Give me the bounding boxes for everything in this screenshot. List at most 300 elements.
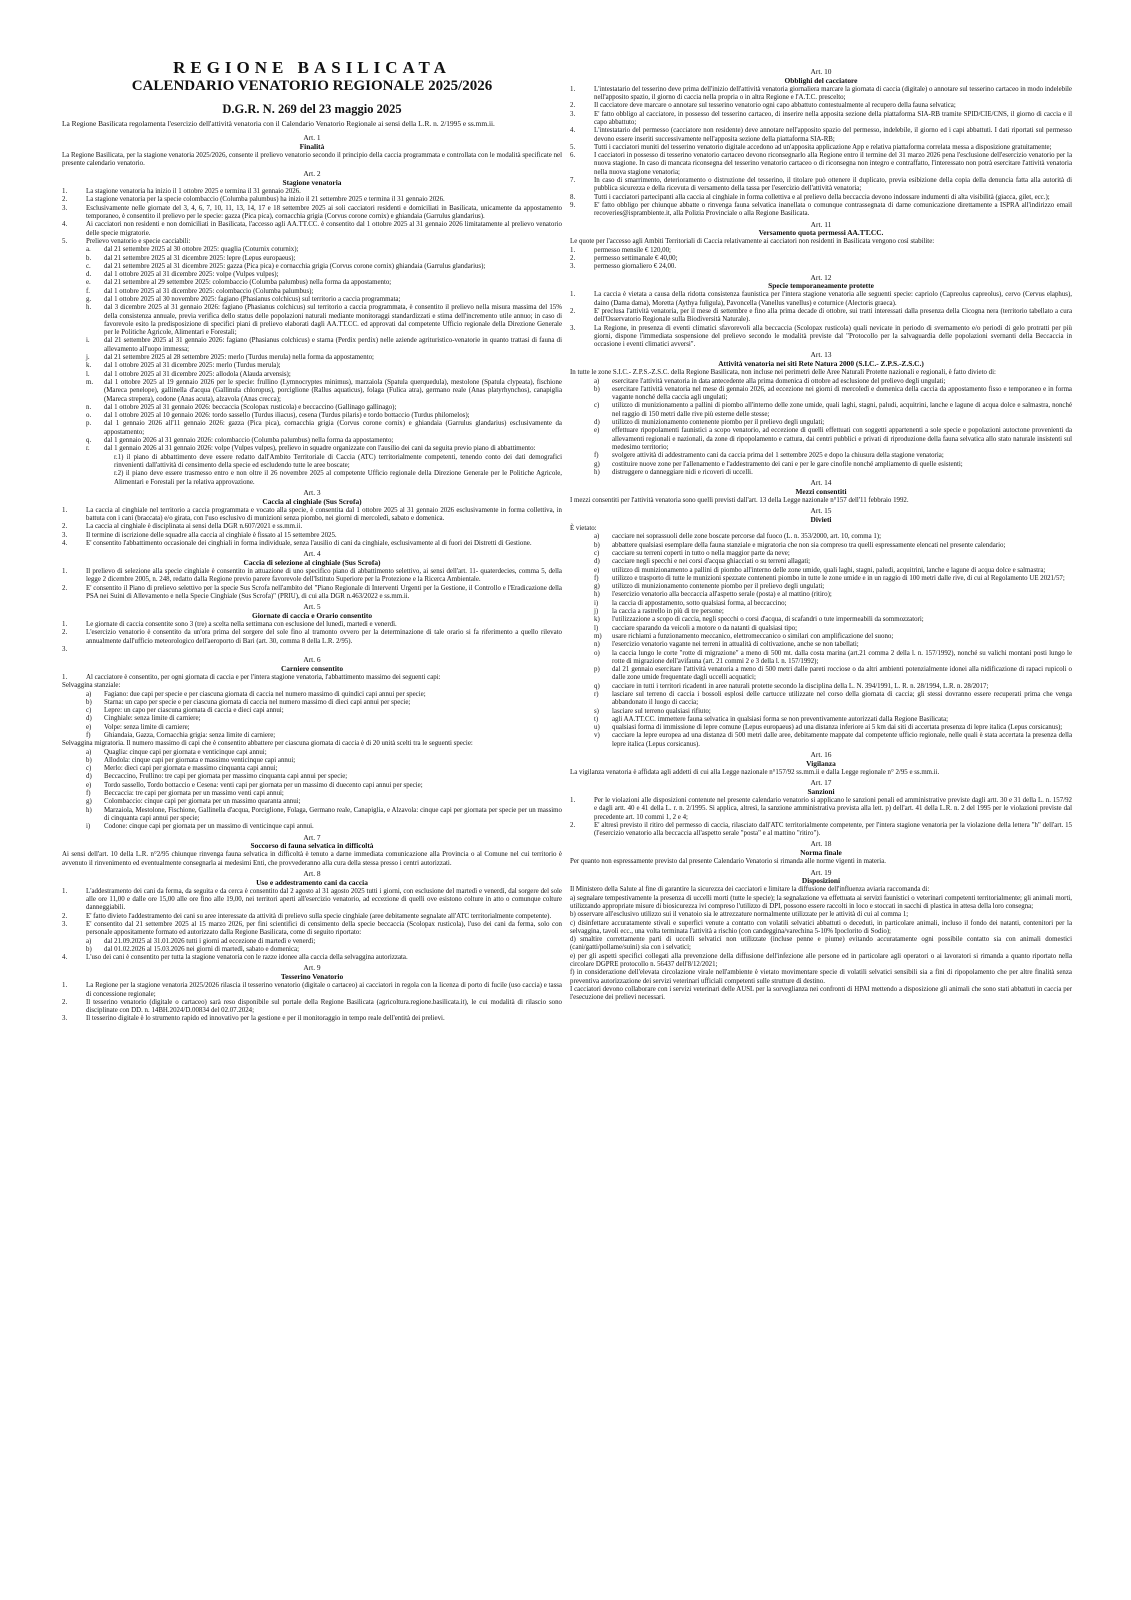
paragraph-text: E' preclusa l'attività venatoria, per il mese di settembre e fino alla prima decade di ottobre, sui tratti interessati dalla presenza della Cicogna nera (territorio tabellato a cura dell'Osservatorio Regionale sulla Biodiversità Naturale). — [594, 307, 1072, 324]
paragraph-text: E' fatto obbligo per chiunque abbatte o rinvenga fauna selvatica inanellata o comunque contrassegnata di darne comunicazione direttamente a ISPRA all'indirizzo email recoveries@isprambiente.it, alla Polizia Provinciale o alla Regione Basilicata. — [594, 201, 1072, 218]
paragraph-text: Marzaiola, Mestolone, Fischione, Gallinella d'acqua, Porciglione, Folaga, Germano reale, Canapiglia, e Alzavola: cinque capi per giornata per specie per un massimo di cinquanta capi annui per specie; — [104, 806, 562, 822]
paragraph-number: c) — [594, 549, 600, 557]
article-paragraph — [86, 807, 562, 824]
article-paragraph — [594, 591, 1072, 599]
paragraph-text: Allodola: cinque capi per giornata e massimo venticinque capi annui; — [104, 756, 296, 764]
article-paragraph — [570, 238, 1072, 246]
paragraph-number: r. — [86, 445, 90, 453]
paragraph-text: dal 3 dicembre 2025 al 31 gennaio 2026: fagiano (Phasianus colchicus) sul territorio a caccia programmata, è consentito il prelievo nella misura massima del 15% della consistenza annuale, previa verifica dello status delle popolazioni naturali mediante monitoraggi standardizzati e stima dell'incremento utile annuo; in caso di favorevole esito la predisposizione di specifici piani di prelievo elaborati dagli AA.TT.CC. ed approvati dal competente Ufficio regionale della Direzione Generale per le Politiche Agricole, Alimentari e Forestali; — [104, 304, 562, 337]
paragraph-number: 6. — [570, 152, 576, 160]
paragraph-text: qualsiasi forma di immissione di lepre comune (Lepus europaeus) ad una distanza inferiore ai 5 km dai siti di accertata presenza di lepre italica (Lepus corsicanus); — [612, 724, 1063, 732]
article-paragraph — [594, 650, 1072, 667]
article — [570, 779, 1072, 838]
paragraph-text: Il termine di iscrizione delle squadre alla caccia al cinghiale è fissato al 15 settembre 2025. — [86, 531, 337, 539]
paragraph-text: svolgere attività di addestramento cani da caccia prima del 1 settembre 2025 e dopo la chiusura della stagione venatoria; — [612, 452, 944, 460]
paragraph-number: n) — [594, 641, 600, 649]
article-paragraph — [86, 263, 562, 271]
paragraph-text: abbattere qualsiasi esemplare della fauna stanziale e migratoria che non sia compreso tra quelli espressamente elencati nel presente calendario; — [612, 541, 1006, 549]
paragraph-text: utilizzo di munizionamento a pallini di piombo all'interno delle zone umide, quali laghi, stagni, paludi, acquitrini, lanche e lagune di acqua dolce e salmastra; — [612, 566, 1046, 574]
article-paragraph — [594, 666, 1072, 683]
left-column — [62, 0, 562, 1024]
article-title: Attività venatoria nei siti Rete Natura 2000 (S.I.C.- Z.P.S.-Z.S.C.) — [718, 359, 924, 369]
article-title: Disposizioni — [801, 876, 841, 886]
article-number: Art. 15 — [810, 506, 832, 516]
article-paragraph — [86, 337, 562, 354]
article-title: Caccia di selezione al cinghiale (Sus Scrofa) — [243, 558, 381, 568]
paragraph-text: Tordo sassello, Tordo bottaccio e Cesena: venti capi per giornata per un massimo di duecento capi annui per specie; — [104, 781, 423, 789]
article-number: Art. 18 — [810, 839, 832, 849]
paragraph-text: Starna: un capo per specie e per ciascuna giornata di caccia nel numero massimo di dieci capi annui per specie; — [104, 698, 411, 706]
paragraph-text: Per le violazioni alle disposizioni contenute nel presente calendario venatorio si applicano le sanzioni penali ed amministrative previste dagli artt. 30 e 31 della L. n. 157/92 e dagli artt. 40 e 41 della L. r. n. 2/1995. Si applica, altresì, la sanzione amministrativa prevista alla lett. p) dell'art. 41 della L.R. n. 2 del 1995 per le violazioni previste dal precedente art. 10 commi 1, 2 e 4; — [594, 796, 1072, 821]
paragraph-number: g) — [594, 460, 600, 468]
paragraph-text: E' consentito il Piano di prelievo selettivo per la specie Sus Scrofa nell'ambito del "Piano Regionale di Interventi Urgenti per la Gestione, il Controllo e l'Eradicazione della PSA nei Suini di Allevamento e nella Specie Cinghiale (Sus Scrofa)" (PRIU), di cui alla DGR n.463/2022 e ss.mm.ii. — [86, 584, 562, 600]
article-paragraph — [62, 152, 562, 169]
article-paragraph — [594, 583, 1072, 591]
article-paragraph — [594, 550, 1072, 558]
paragraph-text: cacciare su terreni coperti in tutto o nella maggior parte da neve; — [612, 549, 790, 557]
article-paragraph — [62, 913, 562, 921]
article-paragraph — [570, 936, 1072, 953]
article-number: Art. 11 — [810, 219, 832, 229]
paragraph-number: t) — [594, 715, 599, 723]
paragraph-number: 8. — [570, 193, 576, 201]
article-paragraph — [86, 691, 562, 699]
region-title: REGIONE BASILICATA — [173, 58, 451, 77]
article — [62, 964, 562, 1023]
article-paragraph — [594, 691, 1072, 708]
article-paragraph — [62, 954, 562, 962]
paragraph-number: 2. — [62, 912, 68, 920]
paragraph-number: 2. — [62, 196, 68, 204]
article-title: Mezzi consentiti — [795, 487, 847, 497]
article-paragraph — [86, 304, 562, 337]
article — [62, 656, 562, 831]
paragraph-number: c. — [86, 262, 91, 270]
article-paragraph — [594, 469, 1072, 477]
article — [570, 507, 1072, 749]
paragraph-number: o) — [594, 649, 600, 657]
paragraph-text: distruggere o danneggiare nidi e ricoveri di uccelli. — [612, 468, 753, 476]
paragraph-number: 3. — [570, 110, 576, 118]
paragraph-text: permesso settimanale € 40,00; — [594, 254, 678, 262]
paragraph-text: la caccia lungo le corte "rotte di migrazione" a meno di 500 mt. dalla costa marina (art.21 comma 2 della l. n. 157/1992), nonché su valichi montani posti lungo le rotte di migrazione dell'avifauna (art. 21 commi 2 e 3 della l. n. 157/1992); — [612, 649, 1072, 665]
article-paragraph — [570, 127, 1072, 144]
paragraph-number: i) — [594, 599, 599, 607]
article-number: Art. 6 — [303, 655, 321, 665]
paragraph-text: dal 21 settembre 2025 al 30 ottobre 2025: quaglia (Coturnix coturnix); — [104, 246, 299, 254]
paragraph-number: 1. — [62, 982, 68, 990]
paragraph-text: dal 01.02.2026 al 15.03.2026 nei giorni di martedì, sabato e domenica; — [104, 945, 300, 953]
paragraph-text: Le quote per l'accesso agli Ambiti Territoriali di Caccia relativamente ai cacciatori non residenti in Basilicata vengono così stabilite: — [570, 238, 935, 246]
paragraph-text — [86, 646, 562, 654]
article-paragraph — [570, 177, 1072, 194]
document-header — [62, 58, 562, 117]
article-paragraph — [86, 404, 562, 412]
article-number: Art. 12 — [810, 272, 832, 282]
paragraph-number: k. — [86, 362, 92, 370]
article-paragraph — [570, 797, 1072, 822]
paragraph-number: b) — [594, 541, 600, 549]
article-paragraph — [570, 953, 1072, 970]
paragraph-text: Merlo: dieci capi per giornata e massimo cinquanta capi annui; — [104, 765, 278, 773]
article-paragraph — [62, 1015, 562, 1023]
paragraph-number: 3. — [570, 324, 576, 332]
article-paragraph — [594, 542, 1072, 550]
paragraph-number: v) — [594, 732, 600, 740]
right-column — [570, 0, 1072, 1003]
paragraph-text: utilizzo di munizionamento a pallini di piombo all'interno delle zone umide, quali laghi, stagni, paludi, acquitrini, lanche e lagune di acqua dolce e salmastra, nonché nel raggio di 150 metri dalle rive più esterne delle stesse; — [612, 402, 1072, 418]
paragraph-text: E' consentito l'abbattimento occasionale dei cinghiali in forma individuale, senza l'ausilio di cani da cinghiale, esclusivamente al di fuori dei Distretti di Gestione. — [86, 539, 532, 547]
paragraph-number: 1. — [62, 188, 68, 196]
paragraph-number: d. — [86, 271, 92, 279]
paragraph-number: b) — [86, 756, 92, 764]
paragraph-text: È vietato: — [570, 525, 597, 533]
article-title: Giornate di caccia e Orario consentito — [251, 611, 373, 621]
article-paragraph — [594, 633, 1072, 641]
paragraph-text: cacciare in tutti i territori ricadenti in aree naturali protette secondo la disciplina della L. N. 394/1991, L. R. n. 28/1994, L.R. n. 28/2017; — [612, 682, 989, 690]
article-paragraph — [570, 525, 1072, 533]
article-number: Art. 16 — [810, 750, 832, 760]
article-paragraph — [62, 629, 562, 646]
article-title: Sanzioni — [807, 787, 835, 797]
paragraph-number: 2. — [62, 629, 68, 637]
article-paragraph — [570, 152, 1072, 177]
article-paragraph — [86, 790, 562, 798]
article-paragraph — [86, 707, 562, 715]
article-paragraph — [570, 111, 1072, 128]
article-paragraph — [570, 769, 1072, 777]
article-paragraph — [594, 533, 1072, 541]
article-title: Uso e addestramento cani da caccia — [256, 877, 368, 887]
paragraph-text: c) disinfettare accuratamente stivali e superfici venute a contatto con volatili selvatici abbattuti o deceduti, in particolare animali, incluso il fondo dei natanti, contenitori per la selvaggina, tavoli ecc., una volta terminata l'attività a rischio (con candeggina/varechina 5-10% Ipoclorito di Sodio); — [570, 919, 1072, 935]
paragraph-text: Il tesserino venatorio (digitale o cartaceo) sarà reso disponibile sul portale della Regione Basilicata (agricoltura.regione.basilicata.it), le cui modalità di rilascio sono disciplinate con DD. n. 14BH.2024/D.00834 del 02.07.2024; — [86, 998, 562, 1015]
article-number: Art. 17 — [810, 778, 832, 788]
paragraph-text: La caccia è vietata a causa della ridotta consistenza faunistica per l'intera stagione venatoria alle seguenti specie: capriolo (Capreolus capreolus), cervo (Cervus elaphus), daino (Dama dama), Moretta (Aythya fuligula), Pavoncella (Vanellus vanellus) e coturnice (Alectoris graeca). — [594, 291, 1072, 307]
article-paragraph — [62, 507, 562, 524]
article-title: Caccia al cinghiale (Sus Scrofa) — [262, 496, 362, 506]
article-paragraph — [62, 682, 562, 690]
article-paragraph — [570, 497, 1072, 505]
paragraph-text: dal 1 ottobre 2025 al 31 dicembre 2025: allodola (Alauda arvensis); — [104, 370, 291, 378]
paragraph-number: a) — [86, 748, 92, 756]
article-paragraph — [570, 202, 1072, 219]
paragraph-text: E' fatto divieto l'addestramento dei cani su aree interessate da attività di prelievo sulla specie cinghiale (aree debitamente segnalate all'ATC territorialmente competente). — [86, 912, 552, 920]
paragraph-text: dal 21 settembre al 29 settembre 2025: colombaccio (Columba palumbus) nella forma da appostamento; — [104, 279, 392, 287]
paragraph-text: La caccia al cinghiale nel territorio a caccia programmata e vocato alla specie, è consentita dal 1 ottobre 2025 al 31 gennaio 2026 esclusivamente in forma collettiva, in battuta con i cani (braccata) e/o girata, con l'uso esclusivo di munizioni senza piombo, nei giorni di mercoledì, sabato e domenica. — [86, 506, 562, 522]
paragraph-text: In caso di smarrimento, deterioramento o distruzione del tesserino, il titolare può ottenere il duplicato, previa esibizione della copia della denuncia fatta alla autorità di pubblica sicurezza e della ricevuta di versamento della tassa per l'esercizio dell'attività venatoria; — [594, 177, 1072, 193]
article-paragraph — [86, 437, 562, 445]
paragraph-number: m) — [594, 632, 602, 640]
paragraph-text: effettuare ripopolamenti faunistici a scopo venatorio, ad eccezione di quelli effettuati con soggetti appartenenti a sole specie e popolazioni autoctone provenienti da allevamenti regionali e nazionali, da zone di ripopolamento e cattura, dai centri pubblici e privati di riproduzione della fauna selvatica allo stato naturale insistenti sul medesimo territorio; — [612, 427, 1072, 451]
dgr-reference: D.G.R. N. 269 del 23 maggio 2025 — [222, 102, 402, 116]
paragraph-text: La Regione per la stagione venatoria 2025/2026 rilascia il tesserino venatorio (digitale o cartaceo) ai cacciatori in regola con la licenza di porto di fucile (uso caccia) e tassa di concessione regionale; — [86, 982, 562, 998]
article-paragraph — [570, 102, 1072, 110]
paragraph-text: usare richiami a funzionamento meccanico, elettromeccanico o similari con amplificazione del suono; — [612, 632, 894, 640]
article — [570, 68, 1072, 219]
article-paragraph — [62, 221, 562, 238]
article-paragraph — [570, 194, 1072, 202]
paragraph-number: a) — [86, 690, 92, 698]
article-paragraph — [594, 575, 1072, 583]
paragraph-number: 2. — [570, 307, 576, 315]
paragraph-number: q. — [86, 437, 92, 445]
paragraph-text: Per quanto non espressamente previsto dal presente Calendario Venatorio si rimanda alle norme vigenti in materia. — [570, 858, 886, 866]
article-paragraph — [86, 379, 562, 404]
paragraph-text: dal 1 ottobre 2025 al 31 dicembre 2025: volpe (Vulpes vulpes); — [104, 271, 279, 279]
article-paragraph — [570, 308, 1072, 325]
article-paragraph — [62, 888, 562, 913]
article-title: Divieti — [810, 515, 832, 525]
article-paragraph — [62, 674, 562, 682]
paragraph-number: q) — [594, 682, 600, 690]
article-number: Art. 1 — [303, 132, 321, 142]
paragraph-number: l. — [86, 370, 90, 378]
paragraph-number: g) — [86, 798, 92, 806]
paragraph-text: cacciare sparando da veicoli a motore o da natanti di qualsiasi tipo; — [612, 624, 798, 632]
article-paragraph — [594, 732, 1072, 749]
paragraph-number: 3. — [62, 645, 68, 653]
paragraph-number: 1. — [570, 291, 576, 299]
article-paragraph — [570, 920, 1072, 937]
paragraph-text: Tutti i cacciatori muniti del tesserino venatorio digitale accedono ad un'apposita applicazione App e relativa piattaforma correlata messa a disposizione gratuitamente; — [594, 143, 1052, 151]
paragraph-text: Beccaccino, Frullino: tre capi per giornata per massimo cinquanta capi annui per specie; — [104, 773, 348, 781]
paragraph-number: 1. — [62, 887, 68, 895]
paragraph-number: 5. — [570, 143, 576, 151]
article-paragraph — [86, 362, 562, 370]
article-paragraph — [594, 641, 1072, 649]
paragraph-number: 1. — [570, 246, 576, 254]
paragraph-text: Ghiandaia, Gazza, Cornacchia grigia: senza limite di carniere; — [104, 732, 276, 739]
paragraph-text: Ai cacciatori non residenti e non domiciliati in Basilicata, l'accesso agli AA.TT.CC. è consentito dal 1 ottobre 2025 al 31 gennaio 2026 limitatamente al prelievo venatorio delle specie migratorie. — [86, 221, 562, 237]
paragraph-number: 2. — [570, 254, 576, 262]
article — [62, 170, 562, 487]
article-paragraph — [594, 724, 1072, 732]
paragraph-number: a) — [594, 377, 600, 385]
article-paragraph — [594, 567, 1072, 575]
paragraph-text: cacciare la lepre europea ad una distanza di 500 metri dalle aree, debitamente mappate dal competente ufficio regionale, nelle quali è stata accertata la presenza della lepre italica (Lepus corsicanus). — [612, 732, 1072, 748]
paragraph-number: 2. — [62, 523, 68, 531]
paragraph-text: L'addestramento dei cani da ferma, da seguita e da cerca è consentito dal 2 agosto al 31 agosto 2025 tutti i giorni, con esclusione del martedì e venerdì, dal sorgere del sole alle ore 11,00 e dalle ore 15,00 alle ore fino alle 19,00, nei territori aperti all'esercizio venatorio, ad eccezione di quelli ove esistono colture in atto o comunque colture danneggiabili. — [86, 887, 562, 912]
article-paragraph — [86, 823, 562, 831]
intro-paragraph: La Regione Basilicata regolamenta l'esercizio dell'attività venatoria con il Calendario Venatorio Regionale ai sensi della L.R. n. 2/1995 e ss.mm.ii. — [62, 119, 495, 128]
paragraph-text: l'utilizzazione a scopo di caccia, negli specchi o corsi d'acqua, di scafandri o tute impermeabili da sommozzatori; — [612, 616, 924, 624]
article-paragraph — [570, 822, 1072, 839]
paragraph-text: Tutti i cacciatori partecipanti alla caccia al cinghiale in forma collettiva e al prelievo della beccaccia devono indossare indumenti di alta visibilità (giacca, gilet, ecc.); — [594, 193, 1050, 201]
article-number: Art. 14 — [810, 478, 832, 488]
paragraph-text: I mezzi consentiti per l'attività venatoria sono quelli previsti dall'art. 13 della Legge nazionale n°157 dell'11 febbraio 1992. — [570, 496, 909, 504]
article — [570, 274, 1072, 350]
paragraph-text: Colombaccio: cinque capi per giornata per un massimo quaranta annui; — [104, 798, 301, 806]
article-title: Versamento quota permessi AA.TT.CC. — [758, 228, 884, 238]
paragraph-number: 3. — [570, 263, 576, 271]
paragraph-number: j. — [86, 354, 90, 362]
article-paragraph — [86, 765, 562, 773]
article — [570, 751, 1072, 777]
article-number: Art. 5 — [303, 602, 321, 612]
paragraph-number: 2. — [570, 102, 576, 110]
paragraph-text: permesso mensile € 120,00; — [594, 246, 671, 254]
paragraph-text: L'intestatario del permesso (cacciatore non residente) deve annotare nell'apposito spazio del permesso, indelebile, il giorno ed i capi abbattuti. I dati riportati sul permesso devono essere inseriti successivamente nell'apposita sezione della piattaforma SIA-RB; — [594, 127, 1072, 143]
paragraph-text: dal 21.09.2025 al 31.01.2026 tutti i giorni ad eccezione di martedì e venerdì; — [104, 937, 316, 945]
paragraph-number: 2. — [62, 584, 68, 592]
article-paragraph — [594, 461, 1072, 469]
paragraph-number: s) — [594, 707, 599, 715]
paragraph-text: Quaglia: cinque capi per giornata e venticinque capi annui; — [104, 748, 267, 756]
paragraph-number: h) — [594, 468, 600, 476]
article — [570, 351, 1072, 477]
article-paragraph — [62, 999, 562, 1016]
paragraph-number: 4. — [62, 954, 68, 962]
paragraph-text: Al cacciatore è consentito, per ogni giornata di caccia e per l'intera stagione venatoria, l'abbattimento massimo dei seguenti capi: — [86, 673, 441, 681]
paragraph-text: r.1) il piano di abbattimento deve essere redatto dall'Ambito Territoriale di Caccia (ATC) territorialmente competenti, tenendo conto dei dati demografici rinvenienti dall'attività di censimento della specie ed escludendo tutte le aree boscate; — [114, 453, 562, 469]
article — [62, 134, 562, 168]
paragraph-number: f) — [86, 790, 91, 798]
article — [62, 870, 562, 962]
paragraph-text: dal 1 ottobre 2025 al 30 novembre 2025: fagiano (Phasianus colchicus) sul territorio a caccia programmata; — [104, 295, 401, 303]
paragraph-text: E' altresì previsto il ritiro del permesso di caccia, rilasciato dall'ATC territorialmente competente, per l'intera stagione venatoria per la violazione della lettera "h" dell'art. 15 (l'esercizio venatorio alla beccaccia all'aspetto serale "posta" e al mattino "ritiro"). — [594, 821, 1072, 838]
paragraph-text: l'esercizio venatorio vagante nei terreni in attualità di coltivazione, anche se non tabellati; — [612, 641, 859, 649]
article-paragraph — [594, 386, 1072, 403]
paragraph-text: La vigilanza venatoria è affidata agli addetti di cui alla Legge nazionale n°157/92 ss.mm.ii e dalla Legge regionale n° 2/95 e ss.mm.ii. — [570, 768, 940, 776]
article — [570, 869, 1072, 1003]
paragraph-number: 3. — [62, 1015, 68, 1023]
article — [570, 479, 1072, 505]
article-paragraph — [570, 858, 1072, 866]
paragraph-number: 1. — [62, 620, 68, 628]
article-paragraph — [62, 585, 562, 602]
article-paragraph — [86, 749, 562, 757]
paragraph-text: In tutte le zone S.I.C.- Z.P.S.-Z.S.C. della Regione Basilicata, non incluse nei perimetri delle Aree Naturali Protette nazionali e regionali, è fatto divieto di: — [570, 369, 996, 377]
paragraph-text: L'uso dei cani è consentito per tutta la stagione venatoria con le razze idonee alla caccia della selvaggina autorizzata. — [86, 954, 408, 962]
paragraph-text: L'esercizio venatorio è consentito da un'ora prima del sorgere del sole fino al tramonto ovvero per la determinazione di tale orario si fa riferimento a quello rilevato annualmente dall'ufficio meteorologico dell'aeroporto di Bari (art. 30, comma 8 della L.R. 2/95). — [86, 629, 562, 645]
paragraph-text: agli AA.TT.CC. immettere fauna selvatica in qualsiasi forma se non preventivamente autorizzati dalla Regione Basilicata; — [612, 715, 949, 723]
article-paragraph — [594, 378, 1072, 386]
paragraph-number: a) — [86, 937, 92, 945]
paragraph-number: 4. — [62, 221, 68, 229]
paragraph-text: dal 1 ottobre 2025 al 31 gennaio 2026: beccaccia (Scolopax rusticola) e beccaccino (Gallinago gallinago); — [104, 403, 397, 411]
paragraph-text: La stagione venatoria ha inizio il 1 ottobre 2025 e termina il 31 gennaio 2026. — [86, 188, 301, 196]
paragraph-number: c) — [594, 402, 600, 410]
article-paragraph — [86, 412, 562, 420]
article-paragraph — [570, 263, 1072, 271]
article-title: Soccorso di fauna selvatica in difficoltà — [250, 841, 374, 851]
article-paragraph — [62, 851, 562, 868]
paragraph-number: r) — [594, 690, 599, 698]
article-paragraph — [594, 708, 1072, 716]
article-paragraph — [570, 986, 1072, 1003]
paragraph-number: d) — [86, 773, 92, 781]
article-paragraph — [62, 196, 562, 204]
article-paragraph — [62, 532, 562, 540]
paragraph-text: lasciare sul terreno qualsiasi rifiuto; — [612, 707, 711, 715]
paragraph-number: f) — [594, 574, 599, 582]
paragraph-text: I cacciatori in possesso di tesserino venatorio cartaceo devono riconsegnarlo alla Regione entro il termine del 31 marzo 2026 pena l'esclusione dell'esercizio venatorio per la nuova stagione. In caso di mancata riconsegna del tesserino venatorio cartaceo o di riconsegna non integro e contraffatto, l'interessato non potrà esercitare l'attività venatoria nella nuova stagione venatoria; — [594, 152, 1072, 176]
paragraph-text: cacciare negli specchi e nei corsi d'acqua ghiacciati o su terreni allagati; — [612, 558, 811, 566]
paragraph-text: E' fatto obbligo al cacciatore, in possesso del tesserino cartaceo, di inserire nella apposita sezione della piattaforma SIA-RB tramite SPID/CIE/CNS, il giorno di caccia e il capo abbattuto; — [594, 110, 1072, 126]
paragraph-number: 4. — [62, 539, 68, 547]
article-paragraph — [86, 246, 562, 254]
article-paragraph — [62, 646, 562, 654]
paragraph-number: e. — [86, 279, 91, 287]
paragraph-number: a. — [86, 246, 91, 254]
paragraph-number: i) — [86, 823, 91, 831]
article-number: Art. 3 — [303, 487, 321, 497]
paragraph-text: L'intestatario del tesserino deve prima dell'inizio dell'attività venatoria giornaliera marcare la giornata di caccia (digitale) o annotare sul tesserino cartaceo in modo indelebile nell'apposito spazio, il giorno di caccia nella propria o in altra Regione e l'A.T.C. prescelto; — [594, 85, 1072, 102]
paragraph-text: cacciare nei soprassuoli delle zone boscate percorse dal fuoco (L. n. 353/2000, art. 10, comma 1); — [612, 533, 882, 541]
paragraph-text: lasciare sul terreno di caccia i bossoli esplosi delle cartucce utilizzate nel corso della giornata di caccia; gli stessi dovranno essere recuperati prima che venga abbandonato il luogo di caccia; — [612, 690, 1072, 707]
paragraph-text: dal 1 ottobre 2025 al 19 gennaio 2026 per le specie: frullino (Lymnocryptes minimus), marzaiola (Spatula querquedula), mestolone (Spatula clypeata), fischione (Mareca penelope), gallinella d'acqua (Gallinula chloropus), porciglione (Rallus aquaticus), folaga (Fulica atra), germano reale (Anas platyrhynchos), canapiglia (Mareca strepera), codone (Anas acuta), alzavola (Anas crecca); — [104, 378, 562, 403]
paragraph-number: h) — [86, 806, 92, 814]
article — [62, 550, 562, 601]
paragraph-number: l) — [594, 624, 599, 632]
article-paragraph — [62, 523, 562, 531]
article-paragraph — [570, 969, 1072, 986]
paragraph-text: utilizzo di munizionamento contenente piombo per il prelievo degli ungulati; — [612, 583, 825, 591]
article-title: Carniere consentito — [280, 664, 344, 674]
article-paragraph — [594, 402, 1072, 419]
paragraph-text: a) segnalare tempestivamente la presenza di uccelli morti (tutte le specie); la segnalazione va effettuata ai servizi faunistici o veterinari competenti territorialmente; gli animali morti, utilizzando appropriate misure di biosicurezza ivi compreso l'utilizzo di DPI, possono essere raccolti in loco e stoccati in sacchi di plastica in attesa della loro consegna; — [570, 894, 1072, 910]
article-paragraph — [62, 568, 562, 585]
paragraph-number: m. — [86, 378, 94, 386]
article-number: Art. 9 — [303, 963, 321, 973]
paragraph-number: n. — [86, 403, 92, 411]
left-articles — [62, 134, 562, 1024]
article-paragraph — [570, 291, 1072, 308]
paragraph-text: Esclusivamente nelle giornate del 3, 4, 6, 7, 10, 11, 13, 14, 17 e 18 settembre 2025 ai soli cacciatori residenti e domiciliati in Basilicata, unicamente da appostamento temporaneo, è consentito il prelievo per le specie: gazza (Pica pica), cornacchia grigia (Corvus corone cornix) e ghiandaia (Garrulus glandarius). — [86, 204, 562, 221]
paragraph-text: Il cacciatore deve marcare o annotare sul tesserino venatorio ogni capo abbattuto contestualmente al recupero della fauna selvatica; — [594, 102, 956, 110]
article-paragraph — [62, 205, 562, 222]
paragraph-number: 2. — [62, 998, 68, 1006]
article-number: Art. 2 — [303, 169, 321, 179]
article-paragraph — [86, 946, 562, 954]
paragraph-text: dal 21 settembre 2025 al 31 dicembre 2025: gazza (Pica pica) e cornacchia grigia (Corvus corone cornix) ghiandaia (Garrulus glandarius); — [104, 262, 486, 270]
article-paragraph — [114, 470, 562, 487]
article-paragraph — [86, 732, 562, 740]
article-paragraph — [86, 699, 562, 707]
paragraph-text: dal 1 gennaio 2026 al 31 gennaio 2026: colombaccio (Columba palumbus) nella forma da appostamento; — [104, 437, 394, 445]
paragraph-number: b) — [594, 385, 600, 393]
paragraph-text: l'esercizio venatorio alla beccaccia all'aspetto serale (posta) e al mattino (ritiro); — [612, 591, 832, 599]
paragraph-number: k) — [594, 616, 600, 624]
paragraph-text: la caccia di appostamento, sotto qualsiasi forma, al beccaccino; — [612, 599, 787, 607]
paragraph-text: dal 21 gennaio esercitare l'attività venatoria a meno di 500 metri dalle pareti rocciose o da altri ambienti potenzialmente idonei alla nidificazione di rapaci rupicoli o dalle zone umide frequentate dagli uccelli acquatici; — [612, 666, 1072, 682]
article-paragraph — [570, 86, 1072, 103]
paragraph-text: Codone: cinque capi per giornata per un massimo di venticinque capi annui. — [104, 823, 314, 831]
paragraph-text: dal 21 settembre 2025 al 28 settembre 2025: merlo (Turdus merula) nella forma da appostamento; — [104, 354, 374, 362]
paragraph-number: f. — [86, 287, 91, 295]
paragraph-text: Beccaccia: tre capi per giornata per un massimo venti capi annui; — [104, 790, 284, 798]
paragraph-text: E' consentito dal 21 settembre 2025 al 15 marzo 2026, per fini scientifici di censimento della specie beccaccia (Scolopax rusticola), l'uso dei cani da ferma, solo con personale appositamente formato ed autorizzato dalla Regione Basilicata, come di seguito riportato: — [86, 920, 562, 937]
article-paragraph — [62, 238, 562, 246]
paragraph-text: dal 1 ottobre 2025 al 10 gennaio 2026: tordo sassello (Turdus iliacus), cesena (Turdus pilaris) e tordo bottaccio (Turdus philomelos); — [104, 412, 470, 420]
paragraph-text: dal 1 gennaio 2026 al 31 gennaio 2026: volpe (Vulpes vulpes), prelievo in squadre organizzate con l'ausilio dei cani da seguita previo piano di abbattimento: — [104, 445, 536, 453]
article-paragraph — [594, 625, 1072, 633]
paragraph-text: utilizzo di munizionamento contenente piombo per il prelievo degli ungulati; — [612, 419, 825, 427]
article-number: Art. 7 — [303, 832, 321, 842]
article-paragraph — [86, 288, 562, 296]
paragraph-text: la caccia a rastrello in più di tre persone; — [612, 608, 724, 616]
paragraph-text: b) osservare all'esclusivo utilizzo sui il venatoio sia le attrezzature normalmente utilizzate per le attività di cui al comma 1; — [570, 911, 909, 919]
article-paragraph — [570, 369, 1072, 377]
article-paragraph — [86, 255, 562, 263]
paragraph-number: u) — [594, 724, 600, 732]
paragraph-number: h) — [594, 591, 600, 599]
article — [62, 603, 562, 654]
paragraph-number: a) — [594, 533, 600, 541]
paragraph-number: e) — [594, 427, 600, 435]
paragraph-number: b) — [86, 698, 92, 706]
article-paragraph — [594, 608, 1072, 616]
